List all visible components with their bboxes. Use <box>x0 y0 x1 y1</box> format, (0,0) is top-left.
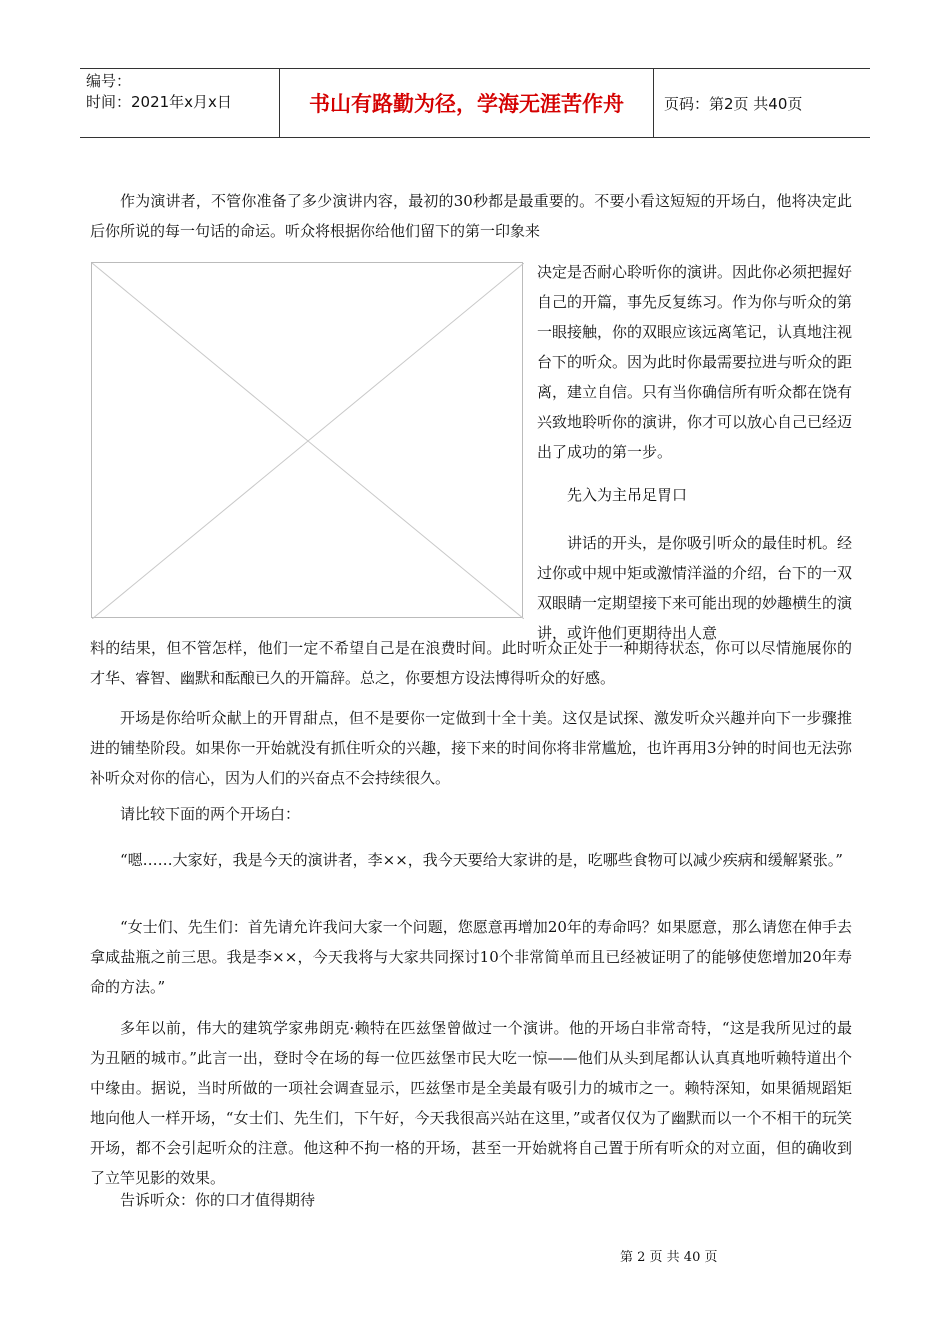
paragraph-example-one: “嗯……大家好，我是今天的演讲者，李××，我今天要给大家讲的是，吃哪些食物可以减少疾病和缓解紧张。” <box>120 851 843 869</box>
header-page-info: 页码：第2页 共40页 <box>664 94 803 113</box>
page-header <box>80 68 870 138</box>
page-footer: 第 2 页 共 40 页 <box>620 1250 718 1265</box>
paragraph-decide: 决定是否耐心聆听你的演讲。因此你必须把握好自己的开篇，事先反复练习。作为你与听众的第一眼接触，你的双眼应该远离笔记，认真地注视台下的听众。因为此时你最需要拉进与听众的距离，建立自信。只有当你确信所有听众都在饶有兴致地聆听你的演讲，你才可以放心自己已经迈出了成功的第一步。 <box>537 263 853 461</box>
paragraph-intro: 作为演讲者，不管你准备了多少演讲内容，最初的30秒都是最重要的。不要小看这短短的开场白，他将决定此后你所说的每一句话的命运。听众将根据你给他们留下的第一印象来 <box>90 192 852 240</box>
paragraph-example-two: “女士们、先生们：首先请允许我问大家一个问题，您愿意再增加20年的寿命吗？如果愿意，那么请您在伸手去拿咸盐瓶之前三思。我是李××，今天我将与大家共同探讨10个非常简单而且已经被证明了的能够使您增加20年寿命的方法。” <box>90 918 852 996</box>
paragraph-opening-continued: 料的结果，但不管怎样，他们一定不希望自己是在浪费时间。此时听众正处于一种期待状态，你可以尽情施展你的才华、睿智、幽默和酝酿已久的开篇辞。总之，你要想方设法博得听众的好感。 <box>90 639 852 687</box>
paragraph-wright-story: 多年以前，伟大的建筑学家弗朗克·赖特在匹兹堡曾做过一个演讲。他的开场白非常奇特，“这是我所见过的最为丑陋的城市。”此言一出，登时令在场的每一位匹兹堡市民大吃一惊——他们从头到尾都认认真真地听赖特道出个中缘由。据说，当时所做的一项社会调查显示，匹兹堡市是全美最有吸引力的城市之一。赖特深知，如果循规蹈矩地向他人一样开场，“女士们、先生们，下午好，今天我很高兴站在这里，”或者仅仅为了幽默而以一个不相干的玩笑开场，都不会引起听众的注意。他这种不拘一格的开场，甚至一开始就将自己置于所有听众的对立面，但的确收到了立竿见影的效果。 <box>90 1019 852 1187</box>
image-placeholder <box>91 262 523 618</box>
paragraph-opening-wrap: 讲话的开头，是你吸引听众的最佳时机。经过你或中规中矩或激情洋溢的介绍，台下的一双双眼睛一定期望接下来可能出现的妙趣横生的演讲，或许他们更期待出人意 <box>537 534 853 642</box>
document-number-label: 编号： <box>86 72 132 90</box>
image-placeholder-cross-icon <box>92 263 524 619</box>
section-heading-first-impression: 先入为主吊足胃口 <box>567 486 688 504</box>
header-meta <box>80 69 280 137</box>
paragraph-compare: 请比较下面的两个开场白： <box>120 805 301 823</box>
section-heading-eloquence: 告诉听众：你的口才值得期待 <box>120 1191 316 1209</box>
paragraph-appetizer: 开场是你给听众献上的开胃甜点，但不是要你一定做到十全十美。这仅是试探、激发听众兴趣并向下一步骤推进的铺垫阶段。如果你一开始就没有抓住听众的兴趣，接下来的时间你将非常尴尬，也许再用3分钟的时间也无法弥补听众对你的信心，因为人们的兴奋点不会持续很久。 <box>90 709 852 787</box>
header-motto: 书山有路勤为径，学海无涯苦作舟 <box>280 69 654 137</box>
document-date: 时间：2021年x月x日 <box>86 93 232 111</box>
